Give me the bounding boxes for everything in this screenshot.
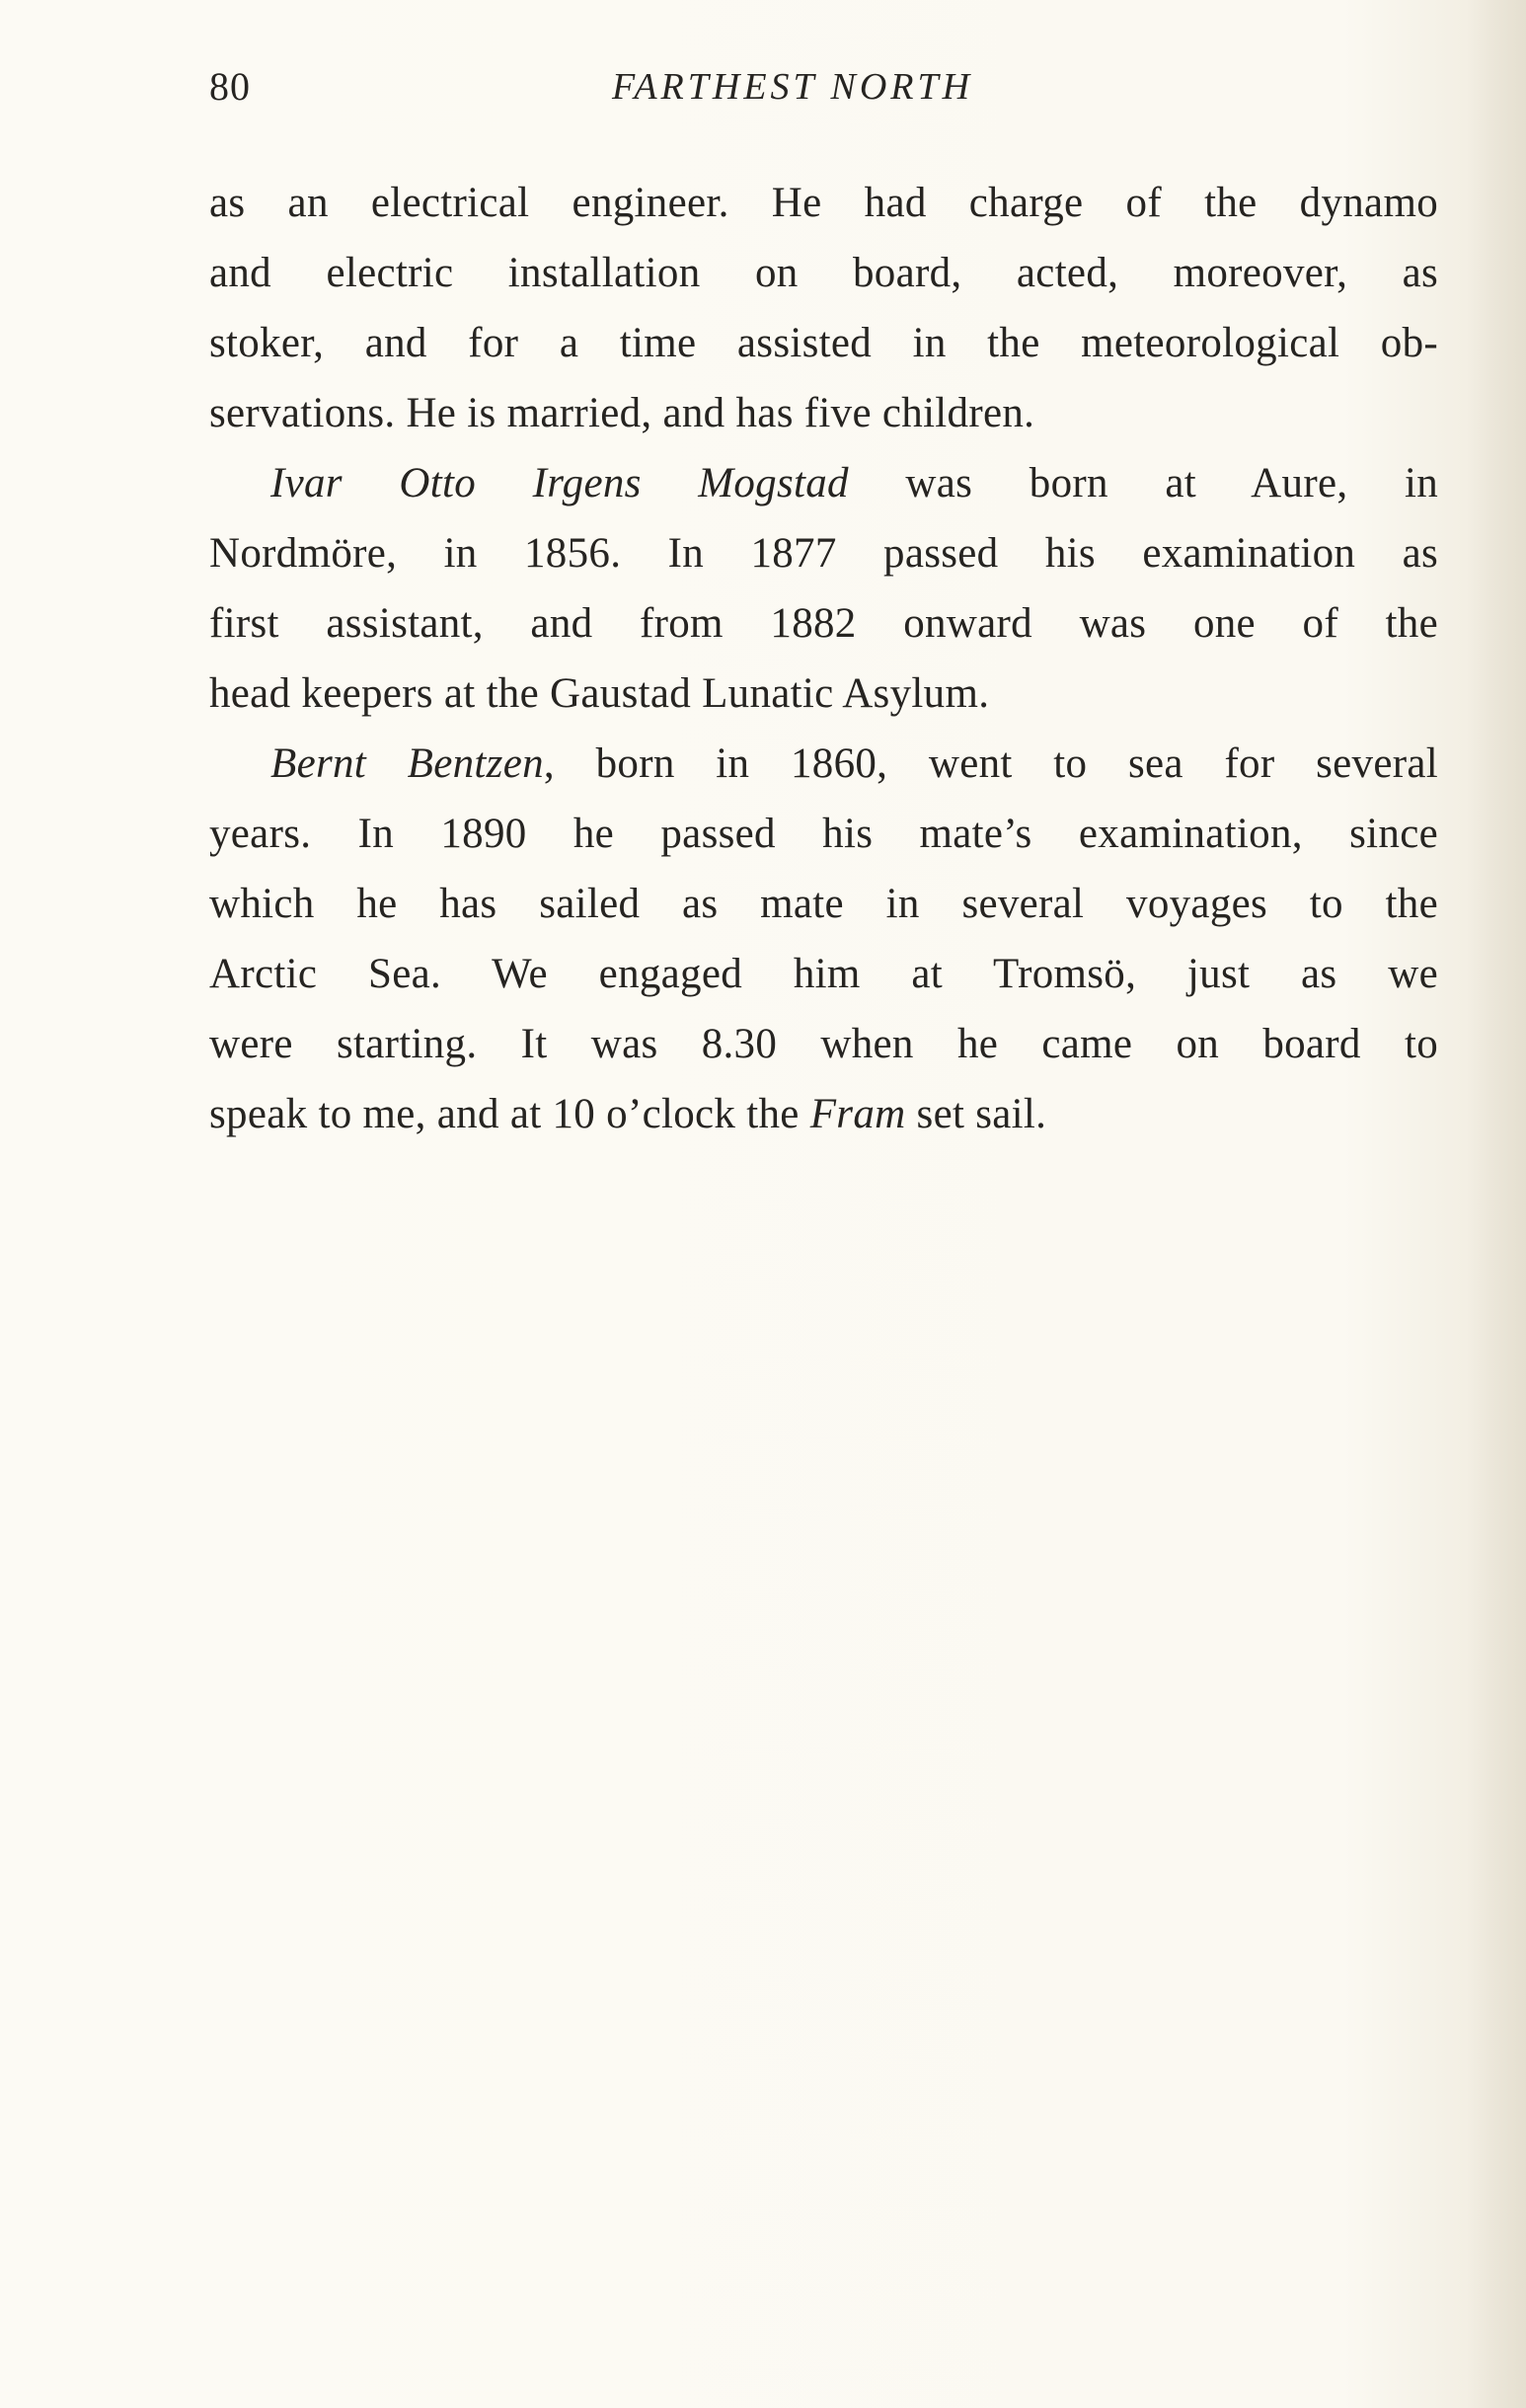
text-line: as an electrical engineer. He had charge of the dynamo — [209, 180, 1438, 226]
text-line: head keepers at the Gaustad Lunatic Asylum. — [209, 670, 990, 717]
page-number: 80 — [209, 64, 251, 109]
running-title: FARTHEST NORTH — [612, 66, 974, 108]
text-span: , born in 1860, went to sea for several — [543, 740, 1438, 787]
text-span: set sail. — [905, 1091, 1047, 1137]
text-line: Nordmöre, in 1856. In 1877 passed his examination as — [209, 530, 1438, 577]
text-line — [209, 448, 1438, 518]
text-line: years. In 1890 he passed his mate’s examination, since — [209, 811, 1438, 857]
text-line: were starting. It was 8.30 when he came on board to — [209, 1021, 1438, 1067]
text-line: Arctic Sea. We engaged him at Tromsö, just as we — [209, 951, 1438, 997]
text-line: which he has sailed as mate in several voyages to the — [209, 881, 1438, 927]
person-name: Bernt Bentzen — [270, 740, 544, 787]
text-line: first assistant, and from 1882 onward was one of the — [209, 600, 1438, 647]
body-text — [209, 168, 1438, 1149]
text-line: stoker, and for a time assisted in the meteorological ob- — [209, 320, 1438, 366]
page-edge-shading — [1467, 0, 1526, 2408]
text-line — [209, 729, 1438, 799]
text-line: and electric installation on board, acted, moreover, as — [209, 250, 1438, 296]
text-span: speak to me, and at 10 o’clock the — [209, 1091, 810, 1137]
text-span: was born at Aure, in — [848, 460, 1438, 506]
person-name: Ivar Otto Irgens Mogstad — [270, 460, 849, 506]
ship-name: Fram — [809, 1091, 906, 1137]
running-head — [209, 57, 1443, 117]
text-line: servations. He is married, and has five children. — [209, 390, 1035, 436]
text-line — [209, 1079, 1438, 1149]
